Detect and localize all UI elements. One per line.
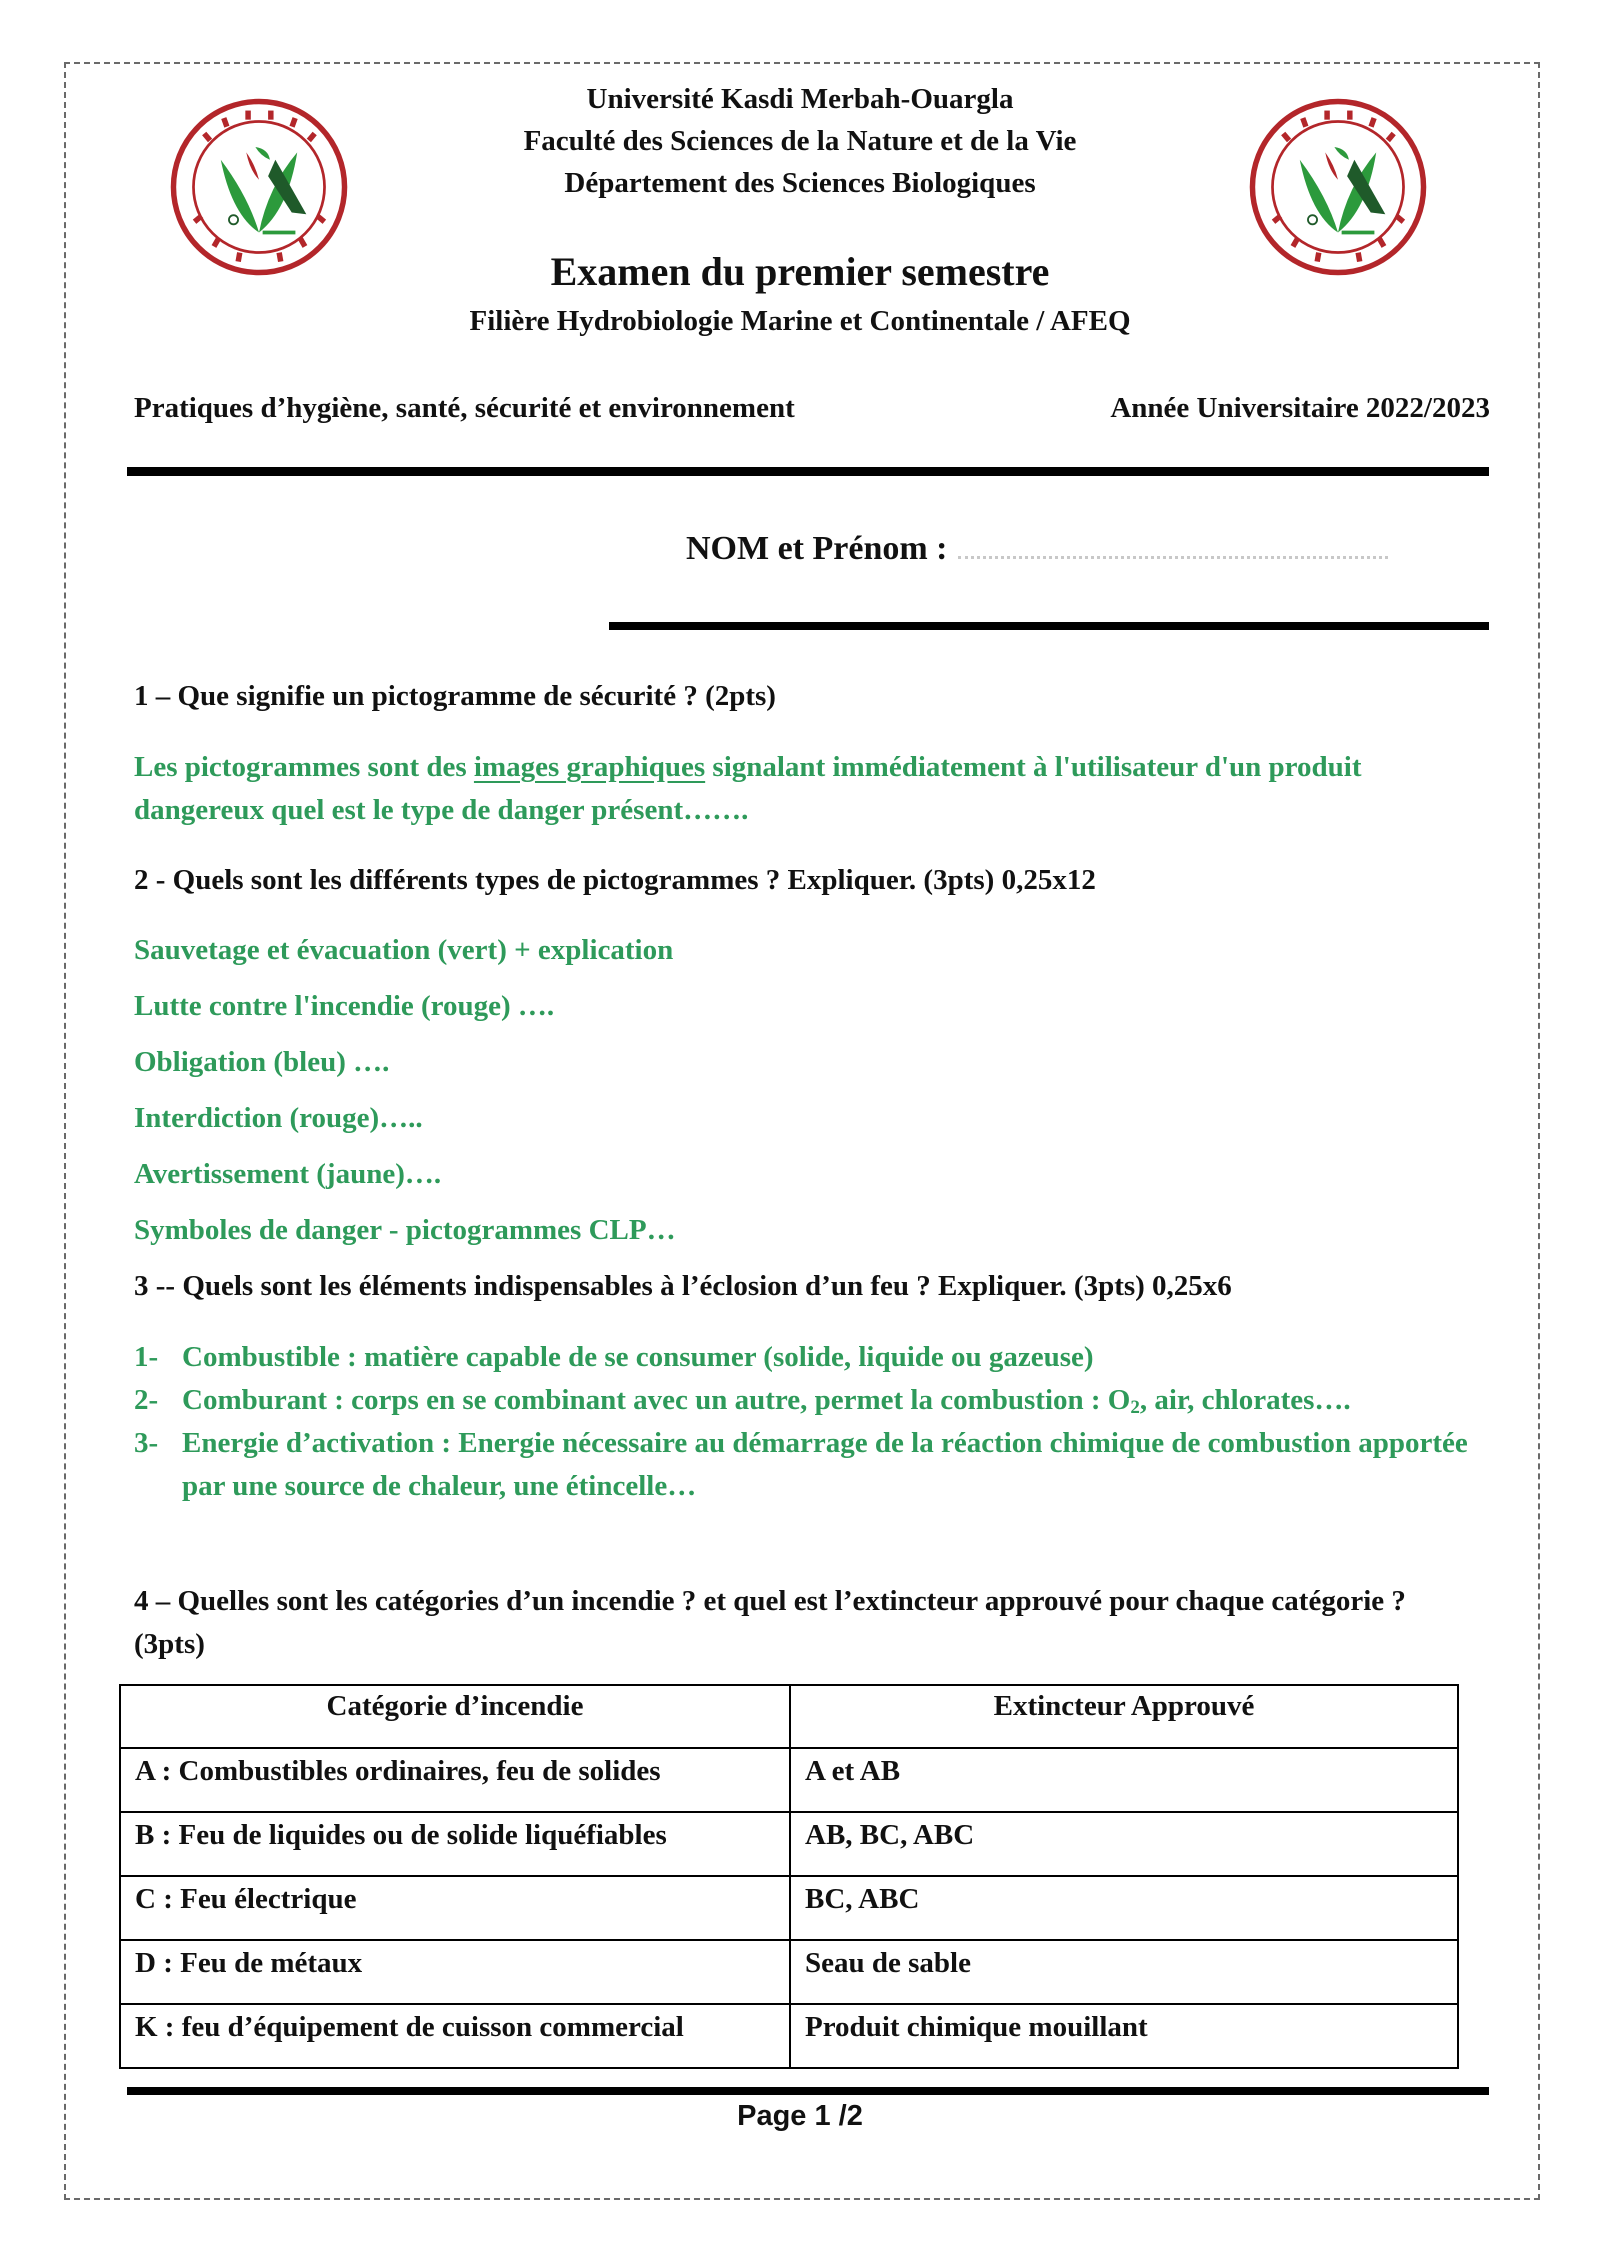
answer-1-text-end: signalant immédiatement à l'utilisateur d'un produit dangereux quel est le type de danger présent……. bbox=[134, 751, 1362, 826]
footer-divider bbox=[127, 2087, 1489, 2095]
fire-category-cell: K : feu d’équipement de cuisson commercial bbox=[120, 2004, 790, 2068]
fire-category-cell: B : Feu de liquides ou de solide liquéfiables bbox=[120, 1812, 790, 1876]
academic-year: Année Universitaire 2022/2023 bbox=[1110, 392, 1490, 424]
table-header-row bbox=[120, 1685, 1458, 1748]
module-name: Pratiques d’hygiène, santé, sécurité et environnement bbox=[134, 392, 795, 424]
fire-categories-table bbox=[119, 1684, 1459, 2069]
list-item-text-start: Comburant : corps en se combinant avec un autre, permet la combustion : O bbox=[182, 1384, 1131, 1416]
answer-1-underlined-term: images graphiques bbox=[473, 751, 706, 783]
page-number: Page 1 /2 bbox=[737, 2100, 863, 2132]
answer-2-item: Avertissement (jaune)…. bbox=[134, 1158, 442, 1190]
list-item-text-end: , air, chlorates…. bbox=[1139, 1384, 1351, 1416]
fire-category-cell: A : Combustibles ordinaires, feu de solides bbox=[120, 1748, 790, 1812]
fire-category-cell: D : Feu de métaux bbox=[120, 1940, 790, 2004]
department-name: Département des Sciences Biologiques bbox=[564, 167, 1036, 199]
list-item-number: 3- bbox=[134, 1427, 159, 1459]
answer-2-item: Lutte contre l'incendie (rouge) …. bbox=[134, 990, 555, 1022]
answer-2-item: Sauvetage et évacuation (vert) + explication bbox=[134, 934, 674, 966]
list-item-text bbox=[182, 1379, 1474, 1422]
list-item bbox=[134, 1379, 1474, 1422]
filiere-line: Filière Hydrobiologie Marine et Continentale / AFEQ bbox=[469, 305, 1131, 337]
question-4: 4 – Quelles sont les catégories d’un incendie ? et quel est l’extincteur approuvé pour chaque catégorie ? (3pts) bbox=[134, 1585, 1406, 1660]
exam-title: Examen du premier semestre bbox=[550, 249, 1050, 294]
column-header-extinguisher: Extincteur Approuvé bbox=[790, 1685, 1458, 1748]
extinguisher-cell: Seau de sable bbox=[790, 1940, 1458, 2004]
table-row bbox=[120, 1940, 1458, 2004]
table-row bbox=[120, 2004, 1458, 2068]
faculty-name: Faculté des Sciences de la Nature et de la Vie bbox=[523, 125, 1077, 157]
table-row bbox=[120, 1876, 1458, 1940]
university-name: Université Kasdi Merbah-Ouargla bbox=[586, 83, 1014, 115]
extinguisher-cell: Produit chimique mouillant bbox=[790, 2004, 1458, 2068]
list-item-number: 1- bbox=[134, 1341, 159, 1373]
question-3: 3 -- Quels sont les éléments indispensables à l’éclosion d’un feu ? Expliquer. (3pts) 0,25x6 bbox=[134, 1270, 1232, 1302]
question-2: 2 - Quels sont les différents types de pictogrammes ? Expliquer. (3pts) 0,25x12 bbox=[134, 864, 1096, 896]
answer-1 bbox=[134, 746, 1474, 832]
list-item bbox=[134, 1336, 1474, 1379]
extinguisher-cell: BC, ABC bbox=[790, 1876, 1458, 1940]
list-item-text: Combustible : matière capable de se consumer (solide, liquide ou gazeuse) bbox=[182, 1341, 1094, 1373]
extinguisher-cell: A et AB bbox=[790, 1748, 1458, 1812]
table-row bbox=[120, 1748, 1458, 1812]
institution-header bbox=[300, 78, 1300, 204]
column-header-category: Catégorie d’incendie bbox=[120, 1685, 790, 1748]
answer-2-item: Symboles de danger - pictogrammes CLP… bbox=[134, 1214, 676, 1246]
student-name-blank[interactable] bbox=[958, 534, 1388, 559]
student-name-field[interactable] bbox=[686, 530, 1388, 568]
list-item-number: 2- bbox=[134, 1384, 159, 1416]
table-row bbox=[120, 1812, 1458, 1876]
question-1: 1 – Que signifie un pictogramme de sécurité ? (2pts) bbox=[134, 680, 776, 712]
list-item bbox=[134, 1422, 1474, 1508]
answer-3-list bbox=[134, 1336, 1474, 1508]
answer-1-text-start: Les pictogrammes sont des bbox=[134, 751, 474, 783]
list-item-text: Energie d’activation : Energie nécessaire au démarrage de la réaction chimique de combustion apportée par une source de chaleur, une étincelle… bbox=[182, 1427, 1468, 1502]
name-divider bbox=[609, 622, 1489, 630]
student-name-label: NOM et Prénom : bbox=[686, 530, 948, 567]
extinguisher-cell: AB, BC, ABC bbox=[790, 1812, 1458, 1876]
header-divider bbox=[127, 467, 1489, 476]
oxygen-subscript: 2 bbox=[1130, 1397, 1140, 1418]
fire-category-cell: C : Feu électrique bbox=[120, 1876, 790, 1940]
answer-2-item: Obligation (bleu) …. bbox=[134, 1046, 390, 1078]
answer-2-item: Interdiction (rouge)….. bbox=[134, 1102, 423, 1134]
